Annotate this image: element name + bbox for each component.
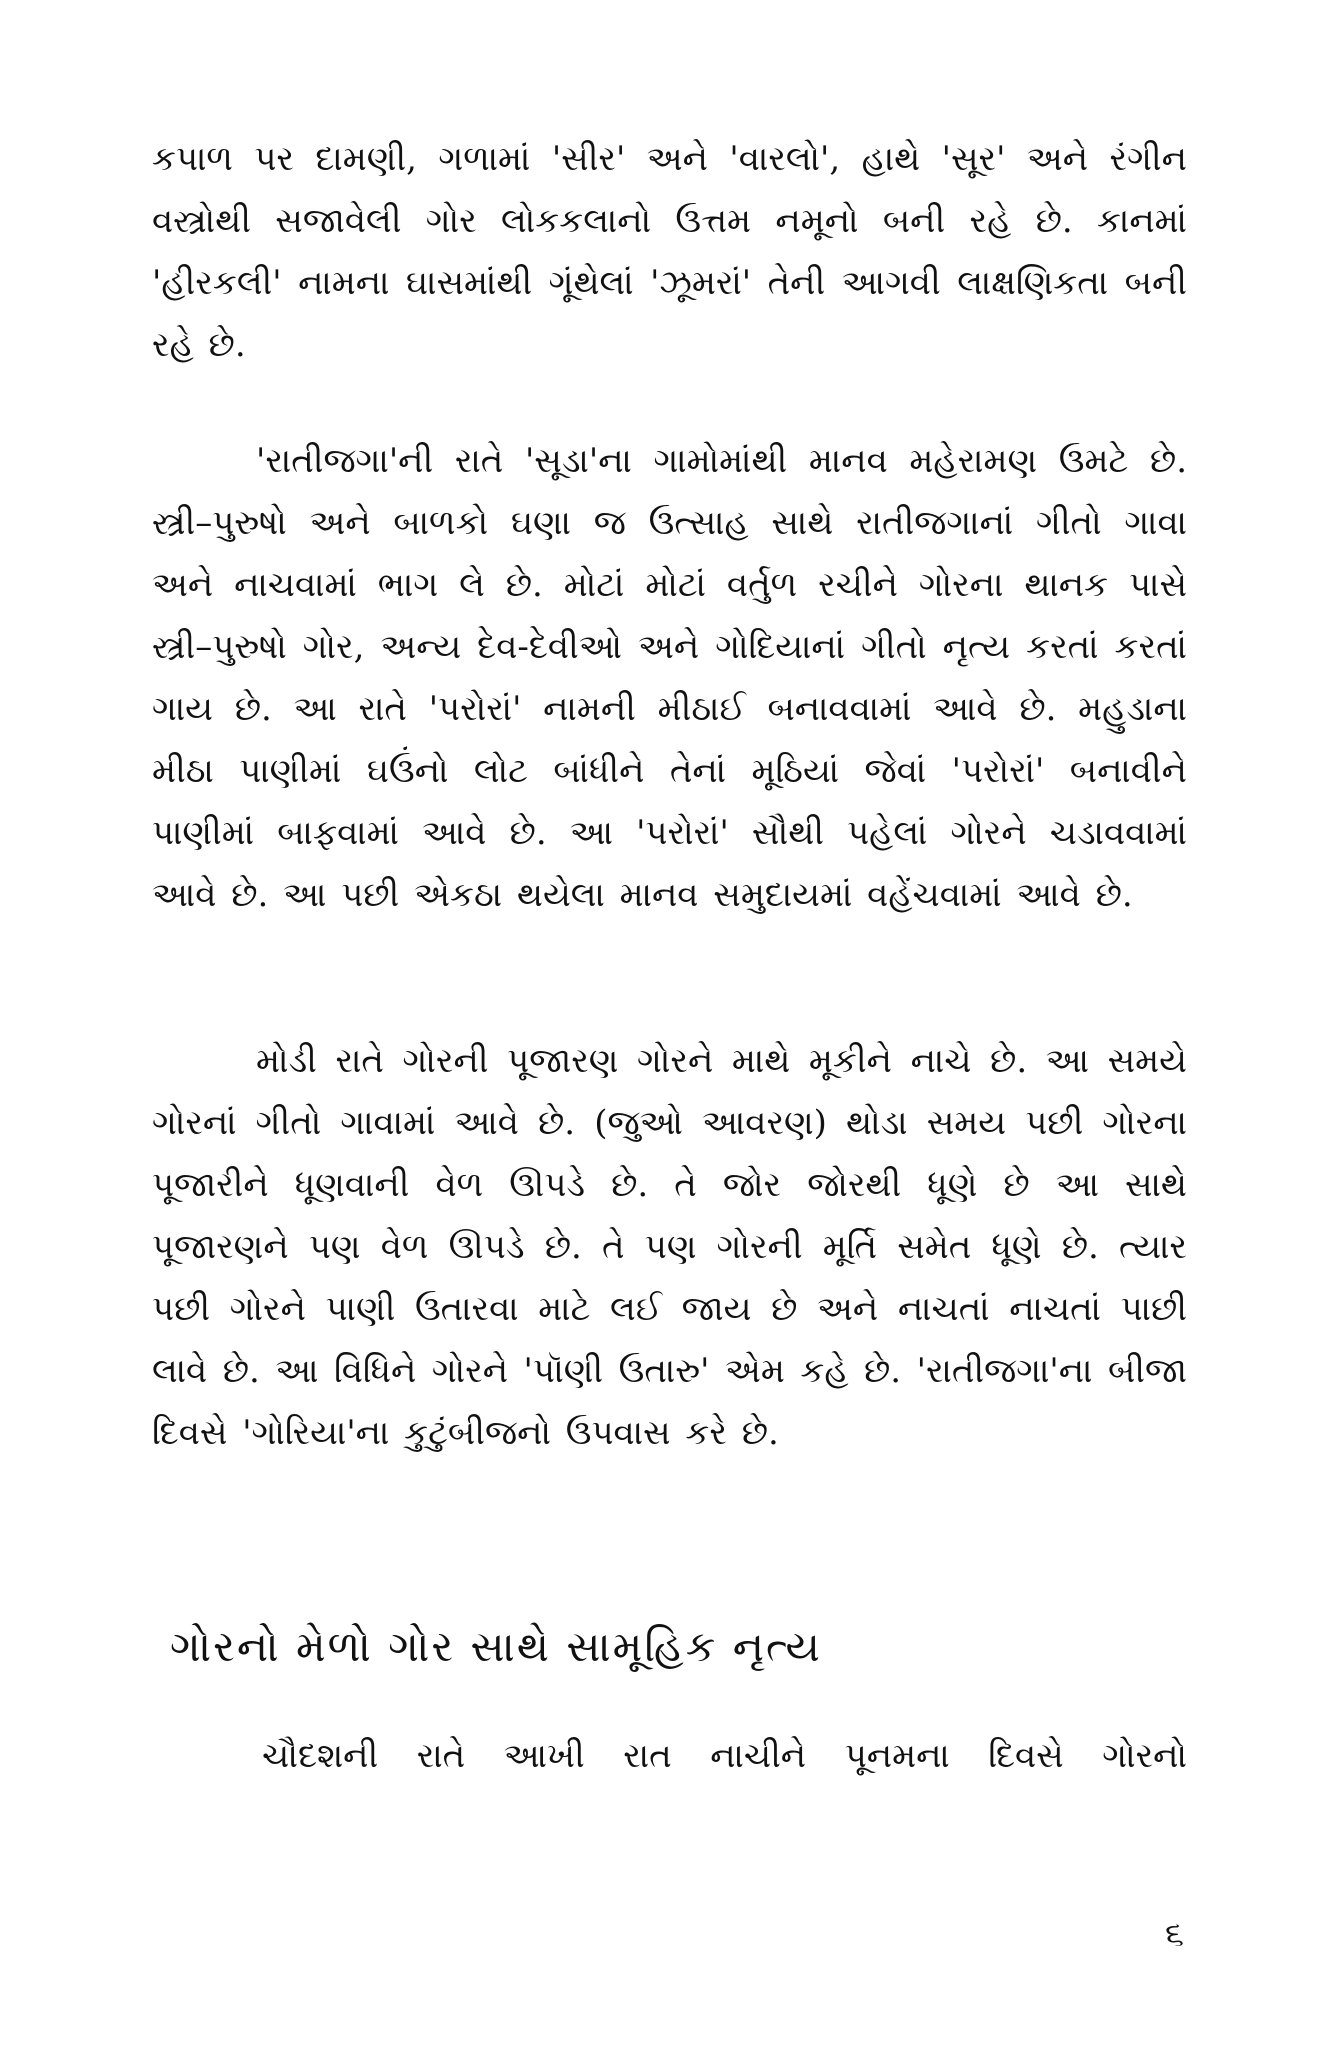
- paragraph-2: 'રાતીજગા'ની રાતે 'સૂડા'ના ગામોમાંથી માનવ મહેરામણ ઉમટે છે. સ્ત્રી–પુરુષો અને બાળકો ઘણા જ ઉત્સાહ સાથે રાતીજગાનાં ગીતો ગાવા અને નાચવામાં ભાગ લે છે. મોટાં મોટાં વર્તુળ રચીને ગોરના થાનક પાસે સ્ત્રી–પુરુષો ગોર, અન્ય દેવ-દેવીઓ અને ગોદિયાનાં ગીતો નૃત્ય કરતાં કરતાં ગાય છે. આ રાતે 'પરોરાં' નામની મીઠાઈ બનાવવામાં આવે છે. મહુડાના મીઠા પાણીમાં ઘઉંનો લોટ બાંધીને તેનાં મૂઠિયાં જેવાં 'પરોરાં' બનાવીને પાણીમાં બાફવામાં આવે છે. આ 'પરોરાં' સૌથી પહેલાં ગોરને ચડાવવામાં આવે છે. આ પછી એકઠા થયેલા માનવ સમુદાયમાં વહેંચવામાં આવે છે.: [152, 441, 1187, 915]
- paragraph-1: કપાળ પર દામણી, ગળામાં 'સીર' અને 'વારલો', હાથે 'સૂર' અને રંગીન વસ્ત્રોથી સજાવેલી ગોર લોકકલાનો ઉત્તમ નમૂનો બની રહે છે. કાનમાં 'હીરકલી' નામના ઘાસમાંથી ગૂંથેલાં 'ઝૂમરાં' તેની આગવી લાક્ષણિકતા બની રહે છે.: [152, 139, 1187, 365]
- section-heading: ગોરનો મેળો ગોર સાથે સામૂહિક નૃત્ય: [170, 1622, 822, 1671]
- paragraph-3: મોડી રાતે ગોરની પૂજારણ ગોરને માથે મૂકીને નાચે છે. આ સમયે ગોરનાં ગીતો ગાવામાં આવે છે. (જુઓ આવરણ) થોડા સમય પછી ગોરના પૂજારીને ધૂણવાની વેળ ઊપડે છે. તે જોર જોરથી ધૂણે છે આ સાથે પૂજારણને પણ વેળ ઊપડે છે. તે પણ ગોરની મૂર્તિ સમેત ધૂણે છે. ત્યાર પછી ગોરને પાણી ઉતારવા માટે લઈ જાય છે અને નાચતાં નાચતાં પાછી લાવે છે. આ વિધિને ગોરને 'પૉણી ઉતારુ' એમ કહે છે. 'રાતીજગા'ના બીજા દિવસે 'ગોરિયા'ના કુટુંબીજનો ઉપવાસ કરે છે.: [152, 1041, 1187, 1453]
- page-number: ૬: [1164, 1914, 1184, 1954]
- paragraph-4: ચૌદશની રાતે આખી રાત નાચીને પૂનમના દિવસે ગોરનો: [262, 1736, 1187, 1776]
